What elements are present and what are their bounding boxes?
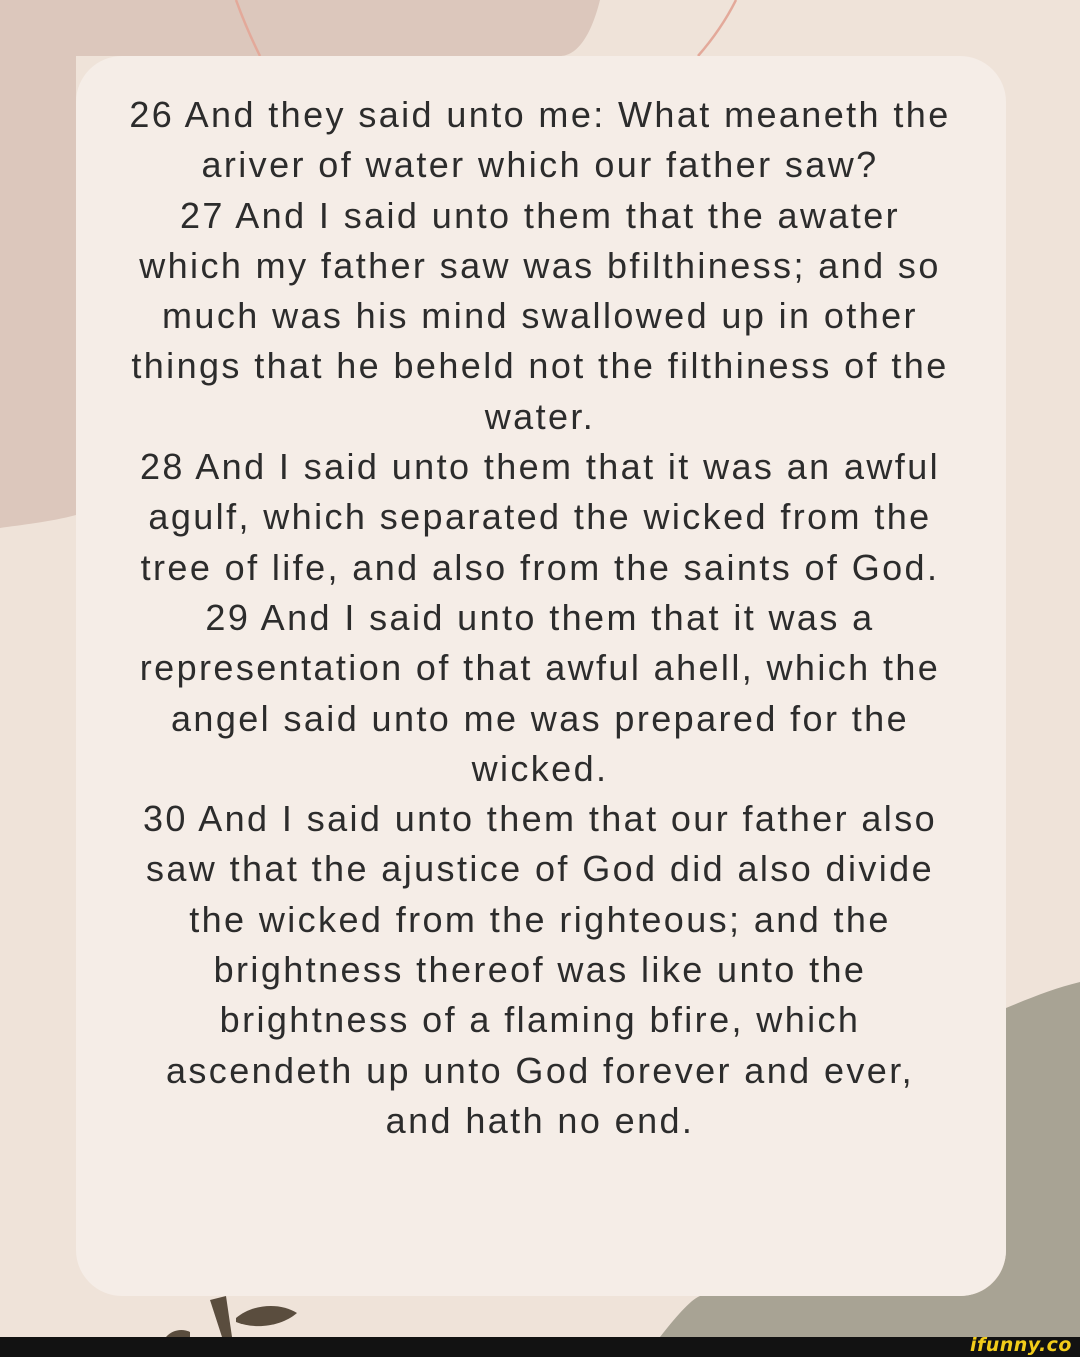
verse-line: agulf, which separated the wicked from the <box>148 496 932 538</box>
verse-line: brightness thereof was like unto the <box>213 949 867 991</box>
verse-line: 30 And I said unto them that our father also <box>142 798 938 840</box>
verse-line: ascendeth up unto God forever and ever, <box>165 1049 915 1091</box>
verse-line: 28 And I said unto them that it was an awful <box>139 446 941 488</box>
verse-line: and hath no end. <box>385 1099 695 1141</box>
footer-bar <box>0 1337 1080 1357</box>
verse-line: ariver of water which our father saw? <box>201 144 879 186</box>
verse-line: water. <box>484 395 596 437</box>
verse-line: tree of life, and also from the saints of God. <box>140 546 940 588</box>
scripture-verses <box>80 90 1000 1146</box>
verse-line: the wicked from the righteous; and the <box>189 898 891 940</box>
verse-line: saw that the ajustice of God did also divide <box>145 848 934 890</box>
verse-line: which my father saw was bfilthiness; and so <box>139 244 941 286</box>
ifunny-watermark[interactable]: ifunny.co <box>969 1334 1072 1356</box>
verse-line: 27 And I said unto them that the awater <box>179 194 900 236</box>
verse-line: things that he beheld not the filthiness of the <box>131 345 949 387</box>
verse-line: 26 And they said unto me: What meaneth the <box>129 94 951 135</box>
verse-line: much was his mind swallowed up in other <box>162 295 918 337</box>
verse-line: wicked. <box>471 747 609 789</box>
verse-line: representation of that awful ahell, which the <box>139 647 941 689</box>
verse-line: angel said unto me was prepared for the <box>171 697 909 739</box>
verse-line: brightness of a flaming bfire, which <box>219 999 861 1041</box>
verse-line: 29 And I said unto them that it was a <box>205 596 875 638</box>
